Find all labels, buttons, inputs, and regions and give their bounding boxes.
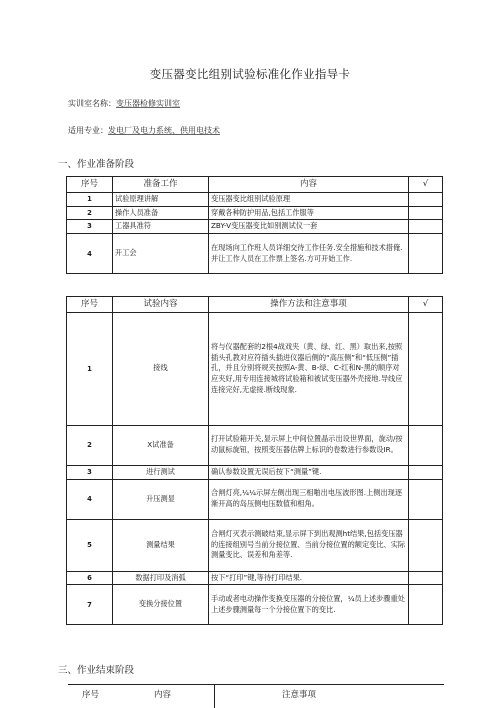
closing-table-header [68, 684, 444, 701]
row-number: 5 [67, 519, 113, 571]
col-header: √ [409, 297, 443, 313]
table-row [67, 465, 443, 479]
row-number: 3 [67, 220, 113, 234]
lab-name-line [68, 98, 180, 109]
row-content: 合闸灯亮,¼¼示屏左侧出现三相啪出电压波形图.上侧出现逐渐开高的岛压侧电压数值和相角。 [209, 479, 409, 519]
row-task: 变换分接位置 [113, 585, 209, 625]
table-row [67, 220, 443, 234]
row-check[interactable] [409, 220, 443, 234]
row-content: 手动或者电动操作变换变压器的分接位置，¼员上述步骤重处上述步骤测量每一个分接位置下的变比. [209, 585, 409, 625]
section-1-heading: 一、作业准备阶段 [58, 159, 135, 170]
table-row [67, 312, 443, 425]
major-label: 适用专业： [68, 126, 108, 135]
row-content: 将与仪器配套的2根4战戏夹（黄、绿、红、黑）取出来,按照插头孔教对应符插头插进仪器后侧的“高压侧”和“低压侧”插孔，并且分别将规夹按照A-黄、B-绿、C-红和N-黑的顺序对应夹好,用专用连接城将试验箱和被试变压器外壳接地.导线应连接完好,无虚接.断线现象. [209, 312, 409, 425]
row-task: 接线 [113, 312, 209, 425]
row-number: 4 [67, 234, 113, 274]
row-check[interactable] [409, 519, 443, 571]
lab-name-label: 实训室名称： [68, 99, 116, 108]
col-header: 准备工作 [113, 177, 209, 193]
col-header: 序号 [67, 177, 113, 193]
table-row [67, 425, 443, 465]
table-row [67, 585, 443, 625]
preparation-table [66, 176, 443, 274]
col-header: 操作方法和注意事项 [209, 297, 409, 313]
row-number: 4 [67, 479, 113, 519]
row-task: 操作人员准备 [113, 206, 209, 220]
col-header: 序号 [82, 690, 100, 700]
major-value: 发电厂及电力系统、供用电技术 [108, 126, 220, 135]
row-check[interactable] [409, 571, 443, 585]
table-row [67, 206, 443, 220]
table-row [67, 234, 443, 274]
row-task: 开工会 [113, 234, 209, 274]
row-check[interactable] [409, 425, 443, 465]
col-header: √ [409, 177, 443, 193]
row-content: 打开试验箱开关,显示屏上中间位置晶示出设世界面，旋动/按动鼠标旋钮，按照变压器估牌上标识的卷数进行参数设IR。 [209, 425, 409, 465]
row-task: 试验原理讲解 [113, 192, 209, 206]
section-3-heading: 三、作业结束阶段 [58, 665, 135, 676]
row-number: 3 [67, 465, 113, 479]
row-task: 测量结果 [113, 519, 209, 571]
row-check[interactable] [409, 206, 443, 220]
row-task: X试准备 [113, 425, 209, 465]
row-number: 7 [67, 585, 113, 625]
col-header: 内容 [154, 690, 172, 700]
procedure-table [66, 296, 443, 625]
row-number: 6 [67, 571, 113, 585]
row-number: 1 [67, 312, 113, 425]
row-content: ZBY-V变压器变比如别测试仪一套 [209, 220, 409, 234]
row-number: 1 [67, 192, 113, 206]
table-header-row [67, 177, 443, 193]
row-number: 2 [67, 206, 113, 220]
row-content: 在现场向工作班人员详细交待工作任务.安全措施和技术措俺.并让工作人员在工作票上签名.方可开始工作. [209, 234, 409, 274]
row-task: 进行测试 [113, 465, 209, 479]
row-task: 工器具准符 [113, 220, 209, 234]
row-content: 变压器变比组别试验原理 [209, 192, 409, 206]
row-content: 穿戴各种防护用品,包括工作服等 [209, 206, 409, 220]
row-content: 合闸灯灭表示测破结束,显示屏下到出观测ht结果,包括变压器的连接组别号当前分接位置、当前分接位置的额定变比、实际测量变比、误差和角差等. [209, 519, 409, 571]
col-header: 注意事项 [282, 690, 317, 700]
col-header: 内容 [209, 177, 409, 193]
row-check[interactable] [409, 192, 443, 206]
table-row [67, 519, 443, 571]
row-content: 确认参数设置无误后按下“测量”键. [209, 465, 409, 479]
table-header-row [67, 297, 443, 313]
row-task: 升压测显 [113, 479, 209, 519]
row-check[interactable] [409, 465, 443, 479]
page-title: 变压器变比组别试验标准化作业指导卡 [149, 67, 351, 81]
col-header: 序号 [67, 297, 113, 313]
row-check[interactable] [409, 312, 443, 425]
lab-name-value: 变压器检修实训室 [116, 99, 180, 108]
major-line [68, 125, 220, 136]
column-divider [214, 685, 215, 708]
table-row [67, 571, 443, 585]
row-task: 数据打印及消弧 [113, 571, 209, 585]
row-number: 2 [67, 425, 113, 465]
row-content: 按下“打印”键,等待打印结果. [209, 571, 409, 585]
row-check[interactable] [409, 234, 443, 274]
row-check[interactable] [409, 479, 443, 519]
row-check[interactable] [409, 585, 443, 625]
table-row [67, 192, 443, 206]
col-header: 试验内容 [113, 297, 209, 313]
table-row [67, 479, 443, 519]
